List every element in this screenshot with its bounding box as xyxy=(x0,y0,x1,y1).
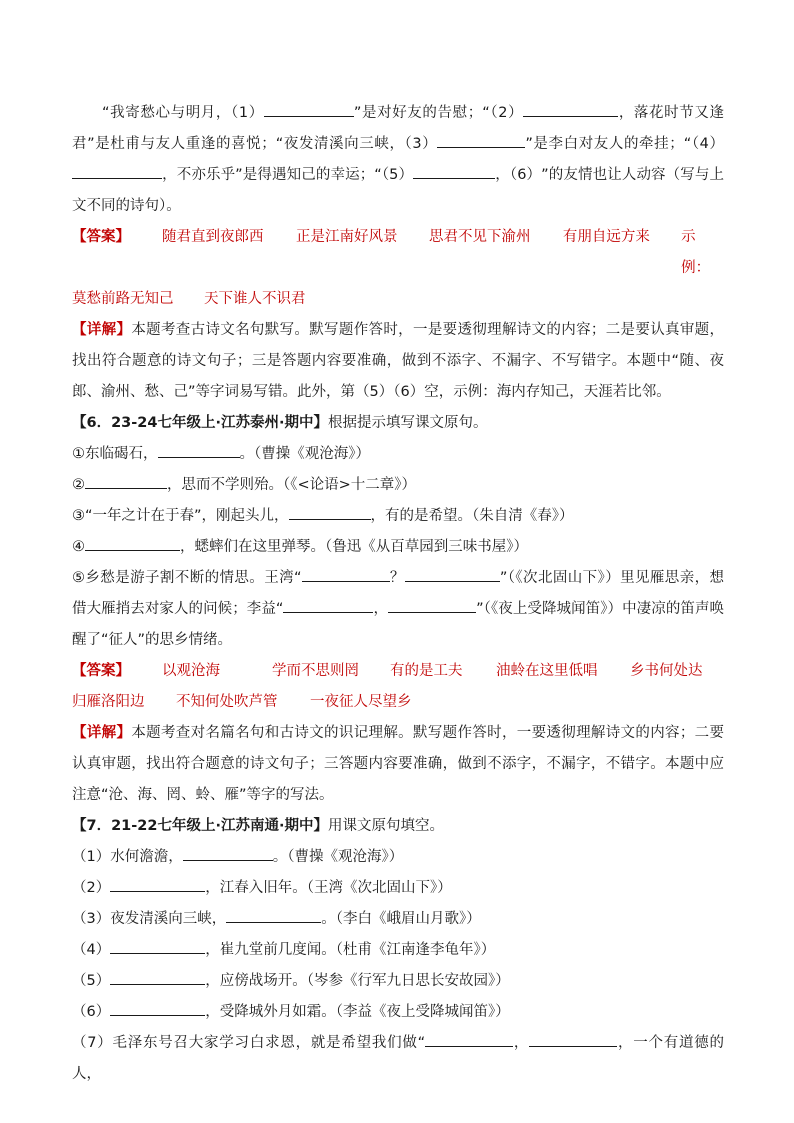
answer-blank[interactable] xyxy=(85,470,167,489)
answer-item: 天下谁人不识君 xyxy=(204,291,306,307)
item-text: ， xyxy=(513,1035,530,1051)
q5-text: 不亦乐乎”是得遇知己的幸运；“（5） xyxy=(176,167,414,183)
item-text: ，思而不学则殆。（《<论语>十二章》） xyxy=(167,477,417,493)
detail-text: 本题考查古诗文名句默写。默写题作答时，一是要透彻理解诗文的内容；二是要认真审题，找出符合题意的诗文句子；三是答题内容要准确，做到不添字、不漏字、不写错字。本题中“随、夜郎、渝州、愁、己”等字词易写错。此外，第（5）（6）空，示例：海内存知己，天涯若比邻。 xyxy=(72,322,725,400)
q5-text: ，落花时节又逢君”是杜 xyxy=(72,105,724,152)
answer-item: 正是江南好风景 xyxy=(295,229,398,245)
answer-blank[interactable] xyxy=(110,997,205,1016)
item-text: 。（曹操《观沧海》） xyxy=(272,849,404,865)
answer-item: 一夜征人尽望乡 xyxy=(310,694,412,710)
q6-answer xyxy=(72,656,724,687)
answer-item: 莫愁前路无知己 xyxy=(72,291,174,307)
answer-item: 学而不思则罔 xyxy=(272,663,359,679)
answer-blank[interactable] xyxy=(529,1028,617,1047)
item-text: ，江春入旧年。（王湾《次北固山下》） xyxy=(205,880,452,896)
q6-detail xyxy=(72,718,724,811)
answer-item: 油蛉在这里低唱 xyxy=(496,663,598,679)
q5-text: ”是对好友的告慰；“（2） xyxy=(353,105,524,121)
answer-blank[interactable] xyxy=(85,532,180,551)
answer-label: 【答案】 xyxy=(72,229,130,245)
q7-item-1 xyxy=(72,842,724,873)
item-text: ，蟋蟀们在这里弹琴。（鲁迅《从百草园到三味书屋》） xyxy=(180,539,528,555)
item-text: ，受降城外月如霜。（李益《夜上受降城闻笛》） xyxy=(205,1004,510,1020)
q7-header xyxy=(72,811,724,842)
answer-blank[interactable] xyxy=(289,501,371,520)
q7-item-5 xyxy=(72,966,724,997)
item-text: ④ xyxy=(72,539,85,555)
detail-label: 【详解】 xyxy=(72,725,132,741)
answer-blank[interactable] xyxy=(158,439,240,458)
answer-item: 乡书何处达 xyxy=(630,663,703,679)
answer-item: 有的是工夫 xyxy=(390,663,463,679)
item-text: ”（《夜上受降城闻笛》）中凄凉的笛声唤醒 xyxy=(72,601,725,648)
q6-item-5 xyxy=(72,563,724,656)
q5-stem xyxy=(72,98,724,222)
item-text: ？ xyxy=(389,570,405,586)
q5-text: ”的友情也让人动容（写与上文不 xyxy=(72,167,725,214)
item-text: ，应傍战场开。（岑参《行军九日思长安故园》） xyxy=(205,973,510,989)
q5-text: “我寄愁心与明月，（1） xyxy=(102,105,264,121)
answer-blank[interactable] xyxy=(183,842,273,861)
item-text: （3）夜发清溪向三峡， xyxy=(72,911,227,927)
question-source: 【7．21-22七年级上·江苏南通·期中】 xyxy=(72,818,328,834)
item-text: ， xyxy=(373,601,389,617)
answer-blank[interactable] xyxy=(388,594,476,613)
answer-item: 归雁洛阳边 xyxy=(72,694,145,710)
answer-blank[interactable] xyxy=(425,1028,513,1047)
answer-blank[interactable] xyxy=(437,129,525,148)
question-prompt: 用课文原句填空。 xyxy=(327,818,444,834)
answer-blank[interactable] xyxy=(405,563,500,582)
item-text: （7）毛泽东号召大家学习白求恩，就是希望我们做“ xyxy=(72,1035,426,1051)
q5-text: ，（6） xyxy=(495,167,542,183)
item-text: 。（曹操《观沧海》） xyxy=(239,446,370,462)
item-text: 。（李白《峨眉山月歌》） xyxy=(321,911,481,927)
item-text: ，一个有道德的人， xyxy=(72,1035,724,1082)
item-text: ③“一年之计在于春”，刚起头儿， xyxy=(72,508,289,524)
q5-answer xyxy=(72,222,724,284)
item-text: （2） xyxy=(72,880,111,896)
q7-item-3 xyxy=(72,904,724,935)
q7-item-6 xyxy=(72,997,724,1028)
answer-item: 不知何处吹芦管 xyxy=(176,694,278,710)
question-source: 【6．23-24七年级上·江苏泰州·期中】 xyxy=(72,415,328,431)
q5-text: 甫与友人重逢的喜悦；“夜发清溪向三峡，（3） xyxy=(125,136,438,152)
item-text: ①东临碣石， xyxy=(72,446,158,462)
answer-blank[interactable] xyxy=(226,904,321,923)
detail-label: 【详解】 xyxy=(72,322,132,338)
q5-text: ， xyxy=(162,167,177,183)
q7-item-2 xyxy=(72,873,724,904)
item-text: ⑤乡愁是游子割不断的情思。王湾“ xyxy=(72,570,302,586)
item-text: ，有的是希望。（朱自清《春》） xyxy=(370,508,574,524)
q6-item-3 xyxy=(72,501,724,532)
item-text: 了“征人”的思乡情绪。 xyxy=(86,632,233,648)
answer-blank[interactable] xyxy=(283,594,373,613)
answer-blank[interactable] xyxy=(72,160,162,179)
q5-text: 同的诗句）。 xyxy=(101,198,181,214)
detail-text: 本题考查对名篇名句和古诗文的识记理解。默写题作答时，一要透彻理解诗文的内容；二要认真审题，找出符合题意的诗文句子；三答题内容要准确，做到不添字，不漏字，不错字。本题中应注意“沧、海、罔、蛉、雁”等字的写法。 xyxy=(72,725,725,803)
q6-answer-line2 xyxy=(72,687,724,718)
q6-item-4 xyxy=(72,532,724,563)
q5-text: ”是李白对友人的牵挂；“（4） xyxy=(525,136,725,152)
answer-item: 以观沧海 xyxy=(162,663,220,679)
item-text: ”（《次北固山下》）里见雁思亲，想借 xyxy=(72,570,725,617)
item-text: ② xyxy=(72,477,85,493)
answer-blank[interactable] xyxy=(523,98,618,117)
answer-item: 有朋自远方来 xyxy=(562,229,650,245)
answer-blank[interactable] xyxy=(110,966,205,985)
q6-item-2 xyxy=(72,470,724,501)
item-text: 大雁捎去对家人的问候；李益“ xyxy=(86,601,284,617)
q7-item-4 xyxy=(72,935,724,966)
answer-blank[interactable] xyxy=(302,563,390,582)
item-text: （5） xyxy=(72,973,111,989)
item-text: （6） xyxy=(72,1004,111,1020)
question-prompt: 根据提示填写课文原句。 xyxy=(327,415,488,431)
q5-answer-line2 xyxy=(72,284,724,315)
item-text: （4） xyxy=(72,942,111,958)
q7-item-7 xyxy=(72,1028,724,1090)
q5-detail xyxy=(72,315,724,408)
answer-item: 思君不见下渝州 xyxy=(428,229,531,245)
item-text: （1）水何澹澹， xyxy=(72,849,183,865)
answer-blank[interactable] xyxy=(413,160,495,179)
answer-blank[interactable] xyxy=(110,935,205,954)
item-text: ，崔九堂前几度闻。（杜甫《江南逢李龟年》） xyxy=(205,942,496,958)
q6-item-1 xyxy=(72,439,724,470)
answer-blank[interactable] xyxy=(264,98,354,117)
q6-header xyxy=(72,408,724,439)
content xyxy=(72,98,724,1090)
answer-blank[interactable] xyxy=(110,873,205,892)
answer-item: 示例： xyxy=(681,229,711,276)
answer-item: 随君直到夜郎西 xyxy=(162,229,264,245)
answer-label: 【答案】 xyxy=(72,663,130,679)
